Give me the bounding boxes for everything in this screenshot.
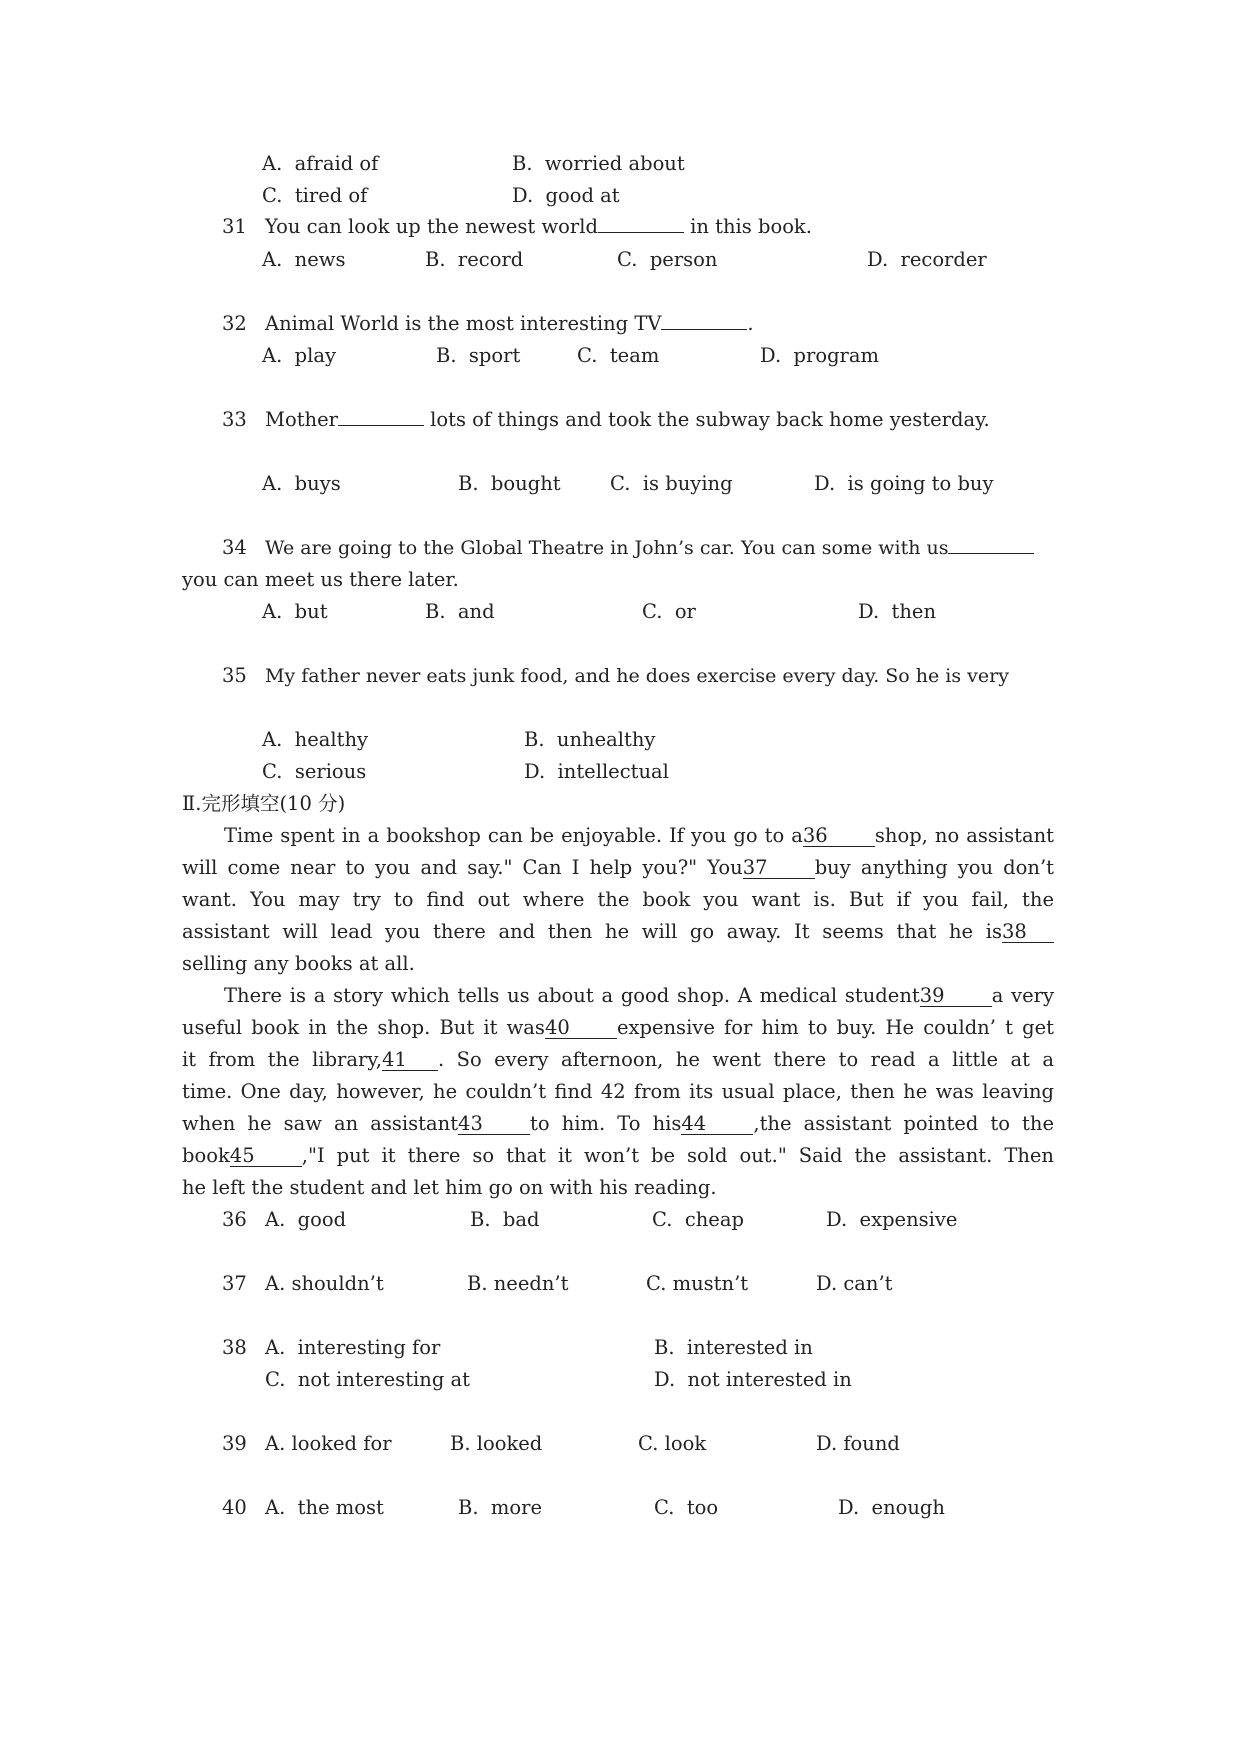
answer-blank xyxy=(661,329,747,330)
option-b: B. needn’t xyxy=(467,1272,569,1295)
question-number: 36 xyxy=(222,1208,247,1231)
question-number: 37 xyxy=(222,1272,247,1295)
option-c: C. not interesting at xyxy=(265,1368,470,1391)
option-d: D. good at xyxy=(512,184,620,207)
option-d: D. recorder xyxy=(867,248,987,271)
option-a: A. play xyxy=(262,344,337,367)
question-number: 38 xyxy=(222,1336,247,1359)
option-d: D. not interested in xyxy=(654,1368,852,1391)
question-number: 39 xyxy=(222,1432,247,1455)
question-stem: We are going to the Global Theatre in John’s car. You can some with us xyxy=(265,536,1034,560)
option-b: B. worried about xyxy=(512,152,685,175)
option-a: A. the most xyxy=(265,1496,384,1519)
passage-line: Time spent in a bookshop can be enjoyable. If you go to a36 shop, no assistant xyxy=(224,824,1054,847)
blank-43: 43 xyxy=(458,1114,530,1135)
option-b: B. looked xyxy=(450,1432,543,1455)
option-d: D. program xyxy=(760,344,879,367)
option-b: B. record xyxy=(425,248,524,271)
passage-line: useful book in the shop. But it was40 expensive for him to buy. He couldn’ t get xyxy=(182,1016,1054,1039)
option-d: D. expensive xyxy=(826,1208,958,1231)
option-d: D. enough xyxy=(838,1496,945,1519)
blank-39: 39 xyxy=(920,986,992,1007)
option-c: C. is buying xyxy=(610,472,733,495)
blank-40: 40 xyxy=(545,1018,617,1039)
passage-line: he left the student and let him go on with his reading. xyxy=(182,1176,717,1199)
option-b: B. sport xyxy=(436,344,521,367)
question-stem: You can look up the newest world in this book. xyxy=(265,215,812,238)
option-a: A. shouldn’t xyxy=(265,1272,384,1295)
option-c: C. serious xyxy=(262,760,367,783)
option-a: A. looked for xyxy=(265,1432,392,1455)
section-heading: Ⅱ.完形填空(10 分) xyxy=(182,792,346,815)
option-c: C. team xyxy=(577,344,660,367)
passage-line: when he saw an assistant43 to him. To his44 ,the assistant pointed to the xyxy=(182,1112,1054,1135)
option-a: A. good xyxy=(265,1208,347,1231)
option-c: C. cheap xyxy=(652,1208,744,1231)
question-number: 40 xyxy=(222,1496,247,1519)
blank-44: 44 xyxy=(681,1114,753,1135)
option-d: D. then xyxy=(858,600,937,623)
option-d: D. can’t xyxy=(816,1272,893,1295)
option-a: A. buys xyxy=(262,472,341,495)
option-a: A. news xyxy=(262,248,346,271)
option-d: D. intellectual xyxy=(524,760,669,783)
question-stem-continued: you can meet us there later. xyxy=(182,568,459,591)
option-d: D. is going to buy xyxy=(814,472,994,495)
answer-blank xyxy=(948,553,1034,554)
blank-37: 37 xyxy=(743,858,815,879)
question-number: 35 xyxy=(222,664,247,687)
passage-line: want. You may try to find out where the book you want is. But if you fail, the xyxy=(182,888,1054,911)
option-a: A. afraid of xyxy=(262,152,379,175)
option-b: B. more xyxy=(458,1496,543,1519)
option-c: C. person xyxy=(617,248,718,271)
option-b: B. bad xyxy=(470,1208,540,1231)
question-number: 34 xyxy=(222,536,247,559)
passage-line: time. One day, however, he couldn’t find 42 from its usual place, then he was leaving xyxy=(182,1080,1054,1103)
option-b: B. unhealthy xyxy=(524,728,656,751)
option-c: C. mustn’t xyxy=(646,1272,749,1295)
question-number: 31 xyxy=(222,215,247,238)
option-a: A. healthy xyxy=(262,728,369,751)
passage-line: it from the library,41 . So every afternoon, he went there to read a little at a xyxy=(182,1048,1054,1071)
blank-38: 38 xyxy=(1002,922,1054,943)
option-a: A. but xyxy=(262,600,328,623)
passage-line: book45 ,"I put it there so that it won’t be sold out." Said the assistant. Then xyxy=(182,1144,1054,1167)
blank-45: 45 xyxy=(230,1146,302,1167)
passage-line: There is a story which tells us about a good shop. A medical student39 a very xyxy=(224,984,1054,1007)
option-c: C. tired of xyxy=(262,184,368,207)
passage-line: selling any books at all. xyxy=(182,952,415,975)
question-number: 32 xyxy=(222,312,247,335)
option-d: D. found xyxy=(816,1432,900,1455)
option-c: C. look xyxy=(638,1432,707,1455)
option-b: B. and xyxy=(425,600,495,623)
option-b: B. bought xyxy=(458,472,561,495)
question-stem: Animal World is the most interesting TV . xyxy=(265,312,754,335)
passage-line: assistant will lead you there and then he will go away. It seems that he is38 xyxy=(182,920,1054,944)
question-stem: My father never eats junk food, and he does exercise every day. So he is very xyxy=(265,665,1009,687)
answer-blank xyxy=(598,232,684,233)
question-number: 33 xyxy=(222,408,247,431)
blank-41: 41 xyxy=(382,1050,438,1071)
answer-blank xyxy=(338,425,424,426)
passage-line: will come near to you and say." Can I help you?" You37 buy anything you don’t xyxy=(182,856,1054,879)
blank-36: 36 xyxy=(803,826,875,847)
question-stem: Mother lots of things and took the subway back home yesterday. xyxy=(265,408,990,431)
option-b: B. interested in xyxy=(654,1336,813,1359)
option-c: C. or xyxy=(642,600,696,623)
option-c: C. too xyxy=(654,1496,719,1519)
option-a: A. interesting for xyxy=(265,1336,441,1359)
